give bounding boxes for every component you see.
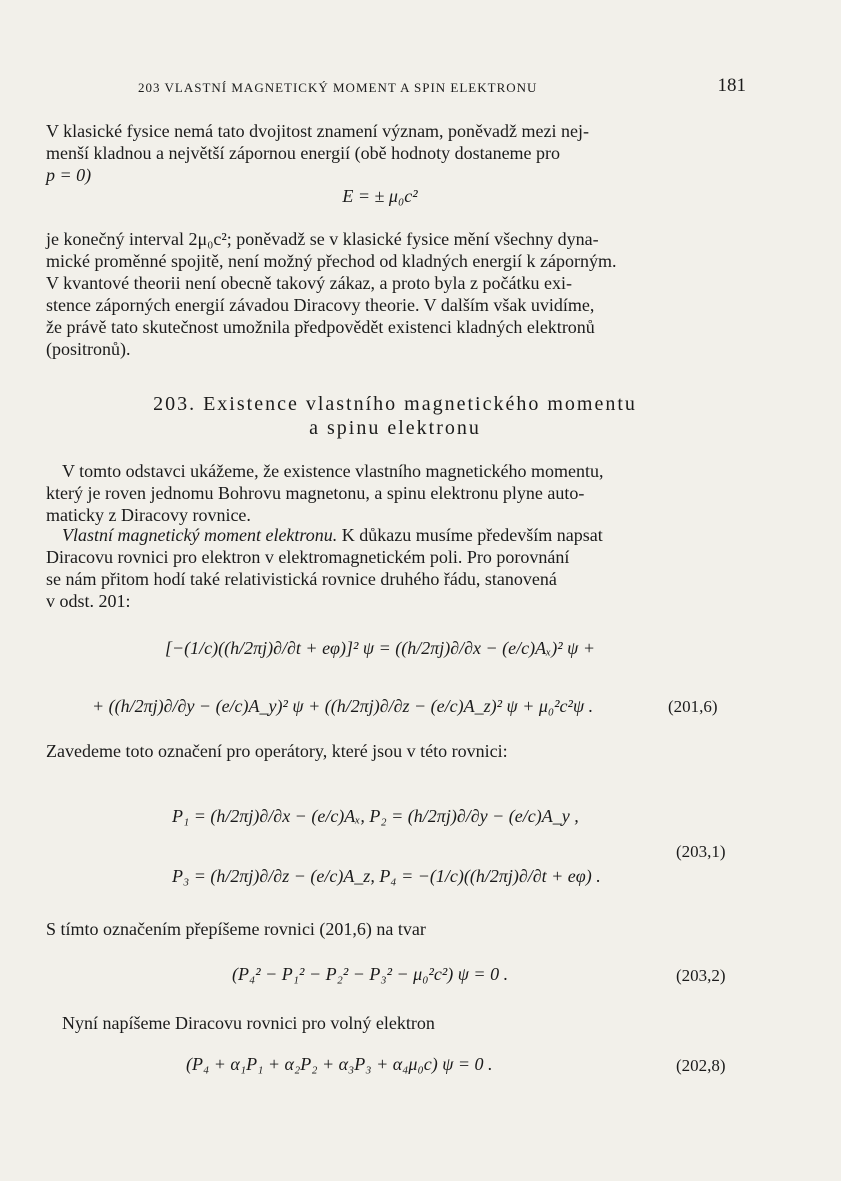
text-line: mické proměnné spojitě, není možný přechod od kladných energií k záporným. <box>46 251 617 271</box>
text-line: se nám přitom hodí také relativistická rovnice druhého řádu, stanovená <box>46 569 557 589</box>
paragraph-7 <box>46 1012 740 1034</box>
text-line: Diracovu rovnici pro elektron v elektromagnetickém poli. Pro porovnání <box>46 547 570 567</box>
page-number: 181 <box>717 75 746 96</box>
text-line: S tímto označením přepíšeme rovnici (201,6) na tvar <box>46 919 426 939</box>
paragraph-6 <box>46 918 740 940</box>
text-line: že právě tato skutečnost umožnila předpovědět existenci kladných elektronů <box>46 317 595 337</box>
paragraph-1 <box>46 120 740 186</box>
paragraph-4 <box>46 524 740 612</box>
text-line: stence záporných energií závadou Diracovy theorie. V dalším však uvidíme, <box>46 295 595 315</box>
text-line: Nyní napíšeme Diracovu rovnici pro volný elektron <box>62 1013 435 1033</box>
text-line: menší kladnou a největší zápornou energií (obě hodnoty dostaneme pro <box>46 143 561 163</box>
section-title-1: Existence vlastního magnetického momentu <box>203 393 637 415</box>
equation-201-6-line-2: + ((h/2πj)∂/∂y − (e/c)A_y)² ψ + ((h/2πj)∂/∂z − (e/c)A_z)² ψ + μ₀²c²ψ . <box>92 696 594 716</box>
equation-202-8: (P₄ + α₁P₁ + α₂P₂ + α₃P₃ + α₄μ₀c) ψ = 0 . <box>186 1054 493 1074</box>
running-title: 203 VLASTNÍ MAGNETICKÝ MOMENT A SPIN ELEKTRONU <box>138 80 538 95</box>
paragraph-5 <box>46 740 740 762</box>
text-line: V klasické fysice nemá tato dvojitost znamení význam, poněvadž mezi nej- <box>46 121 589 141</box>
running-header <box>138 76 748 98</box>
equation-203-2: (P₄² − P₁² − P₂² − P₃² − μ₀²c²) ψ = 0 . <box>232 964 509 984</box>
equation-203-1-line-2: P₃ = (h/2πj)∂/∂z − (e/c)A_z, P₄ = −(1/c)((h/2πj)∂/∂t + eφ) . <box>172 866 601 886</box>
section-heading-line-1 <box>90 392 700 416</box>
equation-number-201-6: (201,6) <box>668 697 718 716</box>
text-line: V tomto odstavci ukážeme, že existence vlastního magnetického momentu, <box>62 461 604 481</box>
paragraph-2 <box>46 228 740 360</box>
text-line: je konečný interval 2μ₀c²; poněvadž se v klasické fysice mění všechny dyna- <box>46 229 599 249</box>
text-line: K důkazu musíme především napsat <box>337 525 603 545</box>
text-line: který je roven jednomu Bohrovu magnetonu, a spinu elektronu plyne auto- <box>46 483 585 503</box>
text-line: V kvantové theorii není obecně takový zákaz, a proto byla z počátku exi- <box>46 273 572 293</box>
text-line: (positronů). <box>46 339 131 359</box>
equation-number-203-2: (203,2) <box>676 966 726 985</box>
paragraph-3 <box>46 460 740 526</box>
equation-number-203-1: (203,1) <box>676 842 726 861</box>
text-line: v odst. 201: <box>46 591 131 611</box>
text-line: p = 0) <box>46 165 92 185</box>
equation-201-6-line-1: [−(1/c)((h/2πj)∂/∂t + eφ)]² ψ = ((h/2πj)∂/∂x − (e/c)Aₓ)² ψ + <box>165 638 595 658</box>
section-number: 203. <box>153 393 197 415</box>
text-line: maticky z Diracovy rovnice. <box>46 505 251 525</box>
section-heading <box>90 392 700 440</box>
equation-203-1-line-1: P₁ = (h/2πj)∂/∂x − (e/c)Aₓ, P₂ = (h/2πj)∂/∂y − (e/c)A_y , <box>172 806 579 826</box>
italic-lead: Vlastní magnetický moment elektronu. <box>62 525 338 545</box>
equation-energy: E = ± μ₀c² <box>342 186 418 206</box>
section-title-2: a spinu elektronu <box>309 417 481 439</box>
equation-number-202-8: (202,8) <box>676 1056 726 1075</box>
text-line: Zavedeme toto označení pro operátory, které jsou v této rovnici: <box>46 741 508 761</box>
